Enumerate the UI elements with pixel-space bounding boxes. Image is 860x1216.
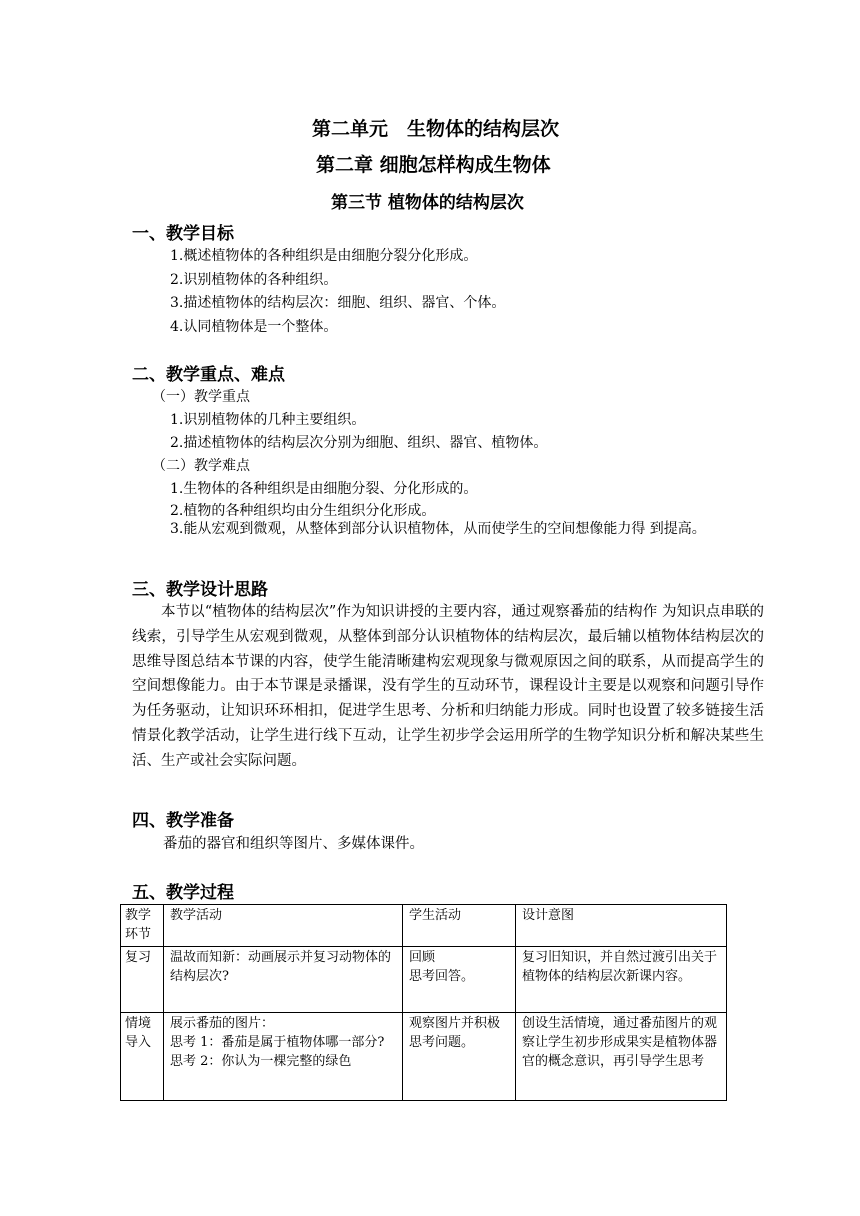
subheading-key-points: （一）教学重点 [152,389,250,405]
key-point-item: 1.识别植物体的几种主要组织。 [170,412,366,428]
subheading-difficulties: （二）教学难点 [152,458,250,474]
section-heading-process: 五、教学过程 [132,883,234,903]
table-cell: 复习旧知识，并自然过渡引出关于植物体的结构层次新课内容。 [516,947,727,1013]
objective-item: 1.概述植物体的各种组织是由细胞分裂分化形成。 [170,248,478,264]
section-heading-objectives: 一、教学目标 [132,224,234,244]
difficulty-item: 2.植物的各种组织均由分生组织分化形成。 [170,503,436,519]
section-heading-key-points: 二、教学重点、难点 [132,365,285,385]
unit-title: 第二单元 生物体的结构层次 [312,118,560,140]
table-cell: 回顾 思考回答。 [403,947,516,1013]
section-heading-preparation: 四、教学准备 [132,811,234,831]
section-heading-design: 三、教学设计思路 [132,580,268,600]
table-cell: 展示番茄的图片： 思考 1：番茄是属于植物体哪一部分? 思考 2：你认为一棵完整的绿色 [164,1013,403,1101]
header-cell: 教学活动 [164,905,403,947]
objective-item: 2.识别植物体的各种组织。 [170,272,338,288]
table-row [121,1013,727,1101]
objective-item: 3.描述植物体的结构层次：细胞、组织、器官、个体。 [170,295,506,311]
chapter-title: 第二章 细胞怎样构成生物体 [316,154,551,176]
header-cell: 学生活动 [403,905,516,947]
table-cell: 温故而知新：动画展示并复习动物体的结构层次? [164,947,403,1013]
table-cell: 创设生活情境，通过番茄图片的观察让学生初步形成果实是植物体器官的概念意识，再引导学生思考 [516,1013,727,1101]
table-cell: 情境导入 [121,1013,164,1101]
section-title: 第三节 植物体的结构层次 [331,193,524,213]
design-paragraph: 本节以“植物体的结构层次”作为知识讲授的主要内容，通过观察番茄的结构作 为知识点串联的线索，引导学生从宏观到微观，从整体到部分认识植物体的结构层次，最后辅以植物体结构层次的思维导图总结本节课的内容，使学生能清晰建构宏观现象与微观原因之间的联系，从而提高学生的空间想像能力。由于本节课是录播课，没有学生的互动环节，课程设计主要是以观察和问题引导作为任务驱动，让知识环环相扣，促进学生思考、分析和归纳能力形成。同时也设置了较多链接生活情景化教学活动，让学生进行线下互动，让学生初步学会运用所学的生物学知识分析和解决某些生活、生产或社会实际问题。 [132,604,764,769]
table-cell: 观察图片并积极思考问题。 [403,1013,516,1101]
header-cell: 设计意图 [516,905,727,947]
difficulty-item: 1.生物体的各种组织是由细胞分裂、分化形成的。 [170,481,478,497]
process-table [120,904,727,1101]
key-point-item: 2.描述植物体的结构层次分别为细胞、组织、器官、植物体。 [170,435,548,451]
table-cell: 复习 [121,947,164,1013]
objective-item: 4.认同植物体是一个整体。 [170,319,338,335]
preparation-text: 番茄的器官和组织等图片、多媒体课件。 [163,836,424,852]
header-cell: 教学环节 [121,905,164,947]
table-row [121,947,727,1013]
difficulty-item-3: 3.能从宏观到微观，从整体到部分认识植物体，从而使学生的空间想像能力得 到提高。 [170,521,706,537]
table-header-row [121,905,727,947]
